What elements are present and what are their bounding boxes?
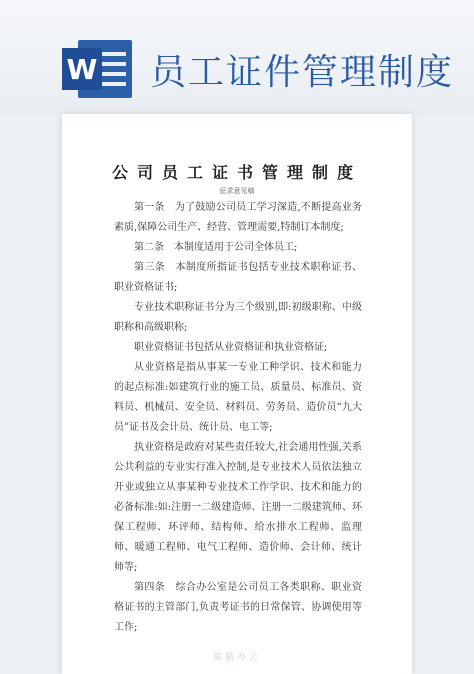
page-title: 公司员工证书管理制度	[111, 163, 362, 182]
paragraph: 从业资格是指从事某一专业工种学识、技术和能力的起点标准:如建筑行业的施工员、质量员、标准员、资料员、机械员、安全员、材料员、劳务员、造价员“九大员”证书及会计员、统计员、电工等;	[114, 362, 362, 433]
banner-title: 员工证件管理制度	[150, 52, 455, 93]
paragraph: 执业资格是政府对某些责任较大,社会通用性强,关系公共利益的专业实行准入控制,是专业技术人员依法独立开业或独立从事某种专业技术工作学识、技术和能力的必备标准:如:注册一二级建造师、注册一二级建筑师、环保工程师、环评师、结构师、给水排水工程师、监理师、暖通工程师、电气工程师、造价师、会计师、统计师等;	[114, 442, 362, 573]
paragraph: 职业资格证书包括从业资格证和执业资格证;	[134, 342, 328, 353]
word-icon-letter: W	[62, 48, 102, 90]
word-icon-line	[100, 52, 126, 56]
word-icon-line	[100, 62, 126, 66]
document-body	[114, 198, 362, 638]
paragraph: 第四条 综合办公室是公司员工各类职称、职业资格证书的主管部门,负责考证书的日常保管、协调使用等工作;	[114, 582, 362, 633]
paragraph: 第二条 本制度适用于公司全体员工;	[134, 242, 298, 253]
word-icon-line	[100, 82, 126, 86]
word-icon	[62, 40, 134, 98]
word-icon-line	[100, 72, 126, 76]
watermark: 熊猫办公	[212, 653, 261, 663]
document-page	[62, 114, 412, 674]
header-banner	[0, 0, 474, 115]
page-subtitle: 征求意见稿	[219, 187, 255, 195]
paragraph: 第三条 本制度所指证书包括专业技术职称证书、职业资格证书;	[114, 262, 362, 293]
paragraph: 第一条 为了鼓励公司员工学习深造,不断提高业务素质,保障公司生产、经营、管理需要,特制订本制度;	[114, 202, 362, 233]
paragraph: 专业技术职称证书分为三个级别,即:初级职称、中级职称和高级职称;	[114, 302, 362, 333]
